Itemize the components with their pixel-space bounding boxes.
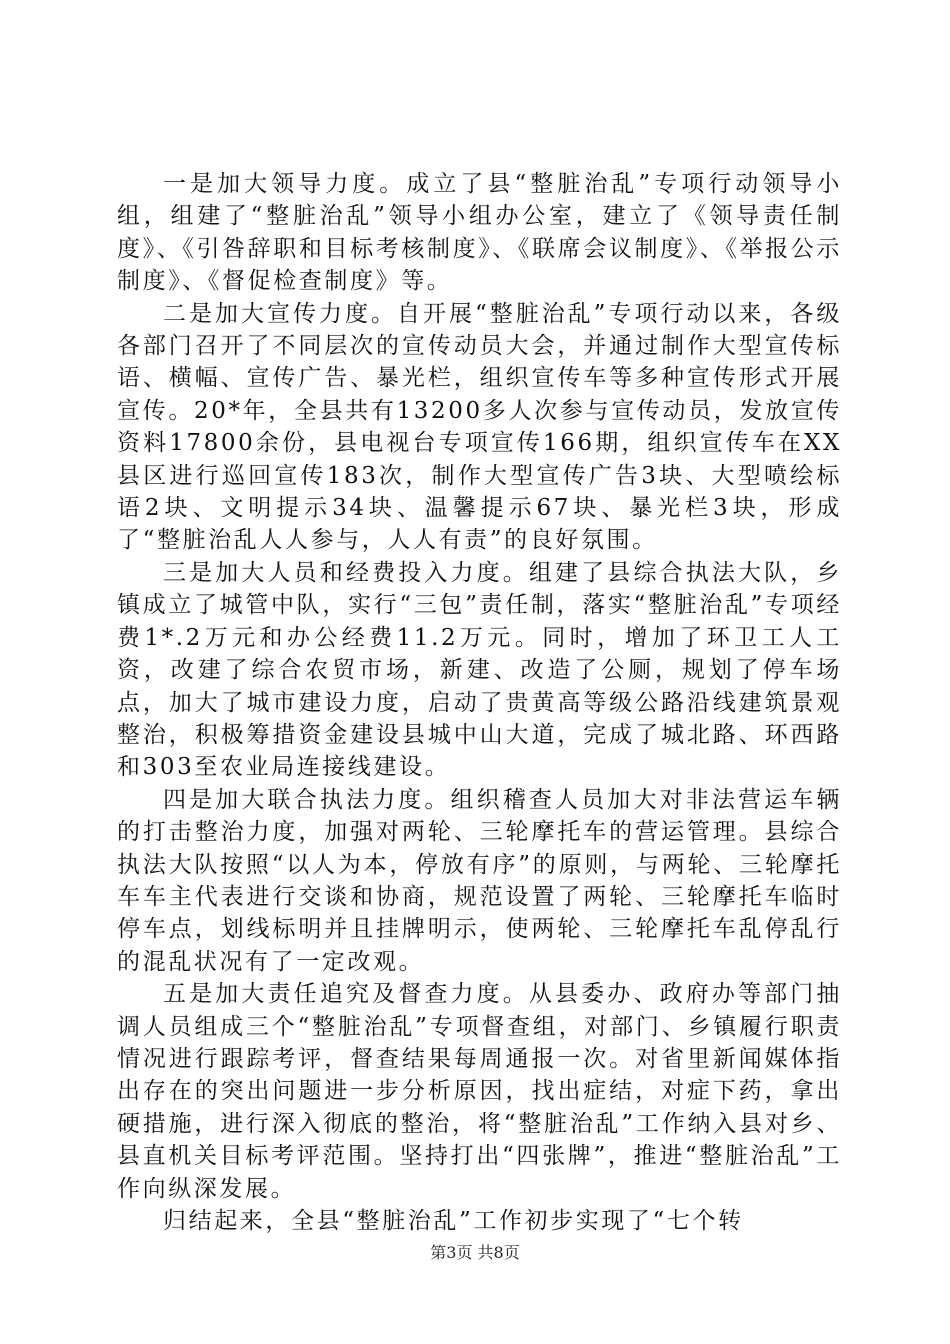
paragraph-accountability: 五是加大责任追究及督查力度。从县委办、政府办等部门抽调人员组成三个“整脏治乱”专项督查组，对部门、乡镇履行职责情况进行跟踪考评，督查结果每周通报一次。对省里新闻媒体指出存在的突出问题进一步分析原因，找出症结，对症下药，拿出硬措施，进行深入彻底的整治，将“整脏治乱”工作纳入县对乡、县直机关目标考评范围。坚持打出“四张牌”，推进“整脏治乱”工作向纵深发展。 [117,981,842,1202]
paragraph-funding: 三是加大人员和经费投入力度。组建了县综合执法大队，乡镇成立了城管中队，实行“三包”责任制，落实“整脏治乱”专项经费1*.2万元和办公经费11.2万元。同时，增加了环卫工人工资，改建了综合农贸市场，新建、改造了公厕，规划了停车场点，加大了城市建设力度，启动了贵黄高等级公路沿线建筑景观整治，积极筹措资金建设县城中山大道，完成了城北路、环西路和303至农业局连接线建设。 [117,559,842,781]
paragraph-leadership: 一是加大领导力度。成立了县“整脏治乱”专项行动领导小组，组建了“整脏治乱”领导小组办公室，建立了《领导责任制度》、《引咎辞职和目标考核制度》、《联席会议制度》、《举报公示制度》、《督促检查制度》等。 [117,171,842,295]
paragraph-publicity: 二是加大宣传力度。自开展“整脏治乱”专项行动以来，各级各部门召开了不同层次的宣传动员大会，并通过制作大型宣传标语、横幅、宣传广告、暴光栏，组织宣传车等多种宣传形式开展宣传。20*年，全县共有13200多人次参与宣传动员，发放宣传资料17800余份，县电视台专项宣传166期，组织宣传车在XX县区进行巡回宣传183次，制作大型宣传广告3块、大型喷绘标语2块、文明提示34块、温馨提示67块、暴光栏3块，形成了“整脏治乱人人参与，人人有责”的良好氛围。 [117,300,842,554]
paragraph-joint-enforcement: 四是加大联合执法力度。组织稽查人员加大对非法营运车辆的打击整治力度，加强对两轮、三轮摩托车的营运管理。县综合执法大队按照“以人为本，停放有序”的原则，与两轮、三轮摩托车车主代表进行交谈和协商，规范设置了两轮、三轮摩托车临时停车点，划线标明并且挂牌明示，使两轮、三轮摩托车乱停乱行的混乱状况有了一定改观。 [117,786,842,975]
document-body [117,168,842,1237]
paragraph-summary: 归结起来，全县“整脏治乱”工作初步实现了“七个转 [163,1208,744,1234]
page-number-footer: 第3页 共8页 [430,1243,520,1262]
